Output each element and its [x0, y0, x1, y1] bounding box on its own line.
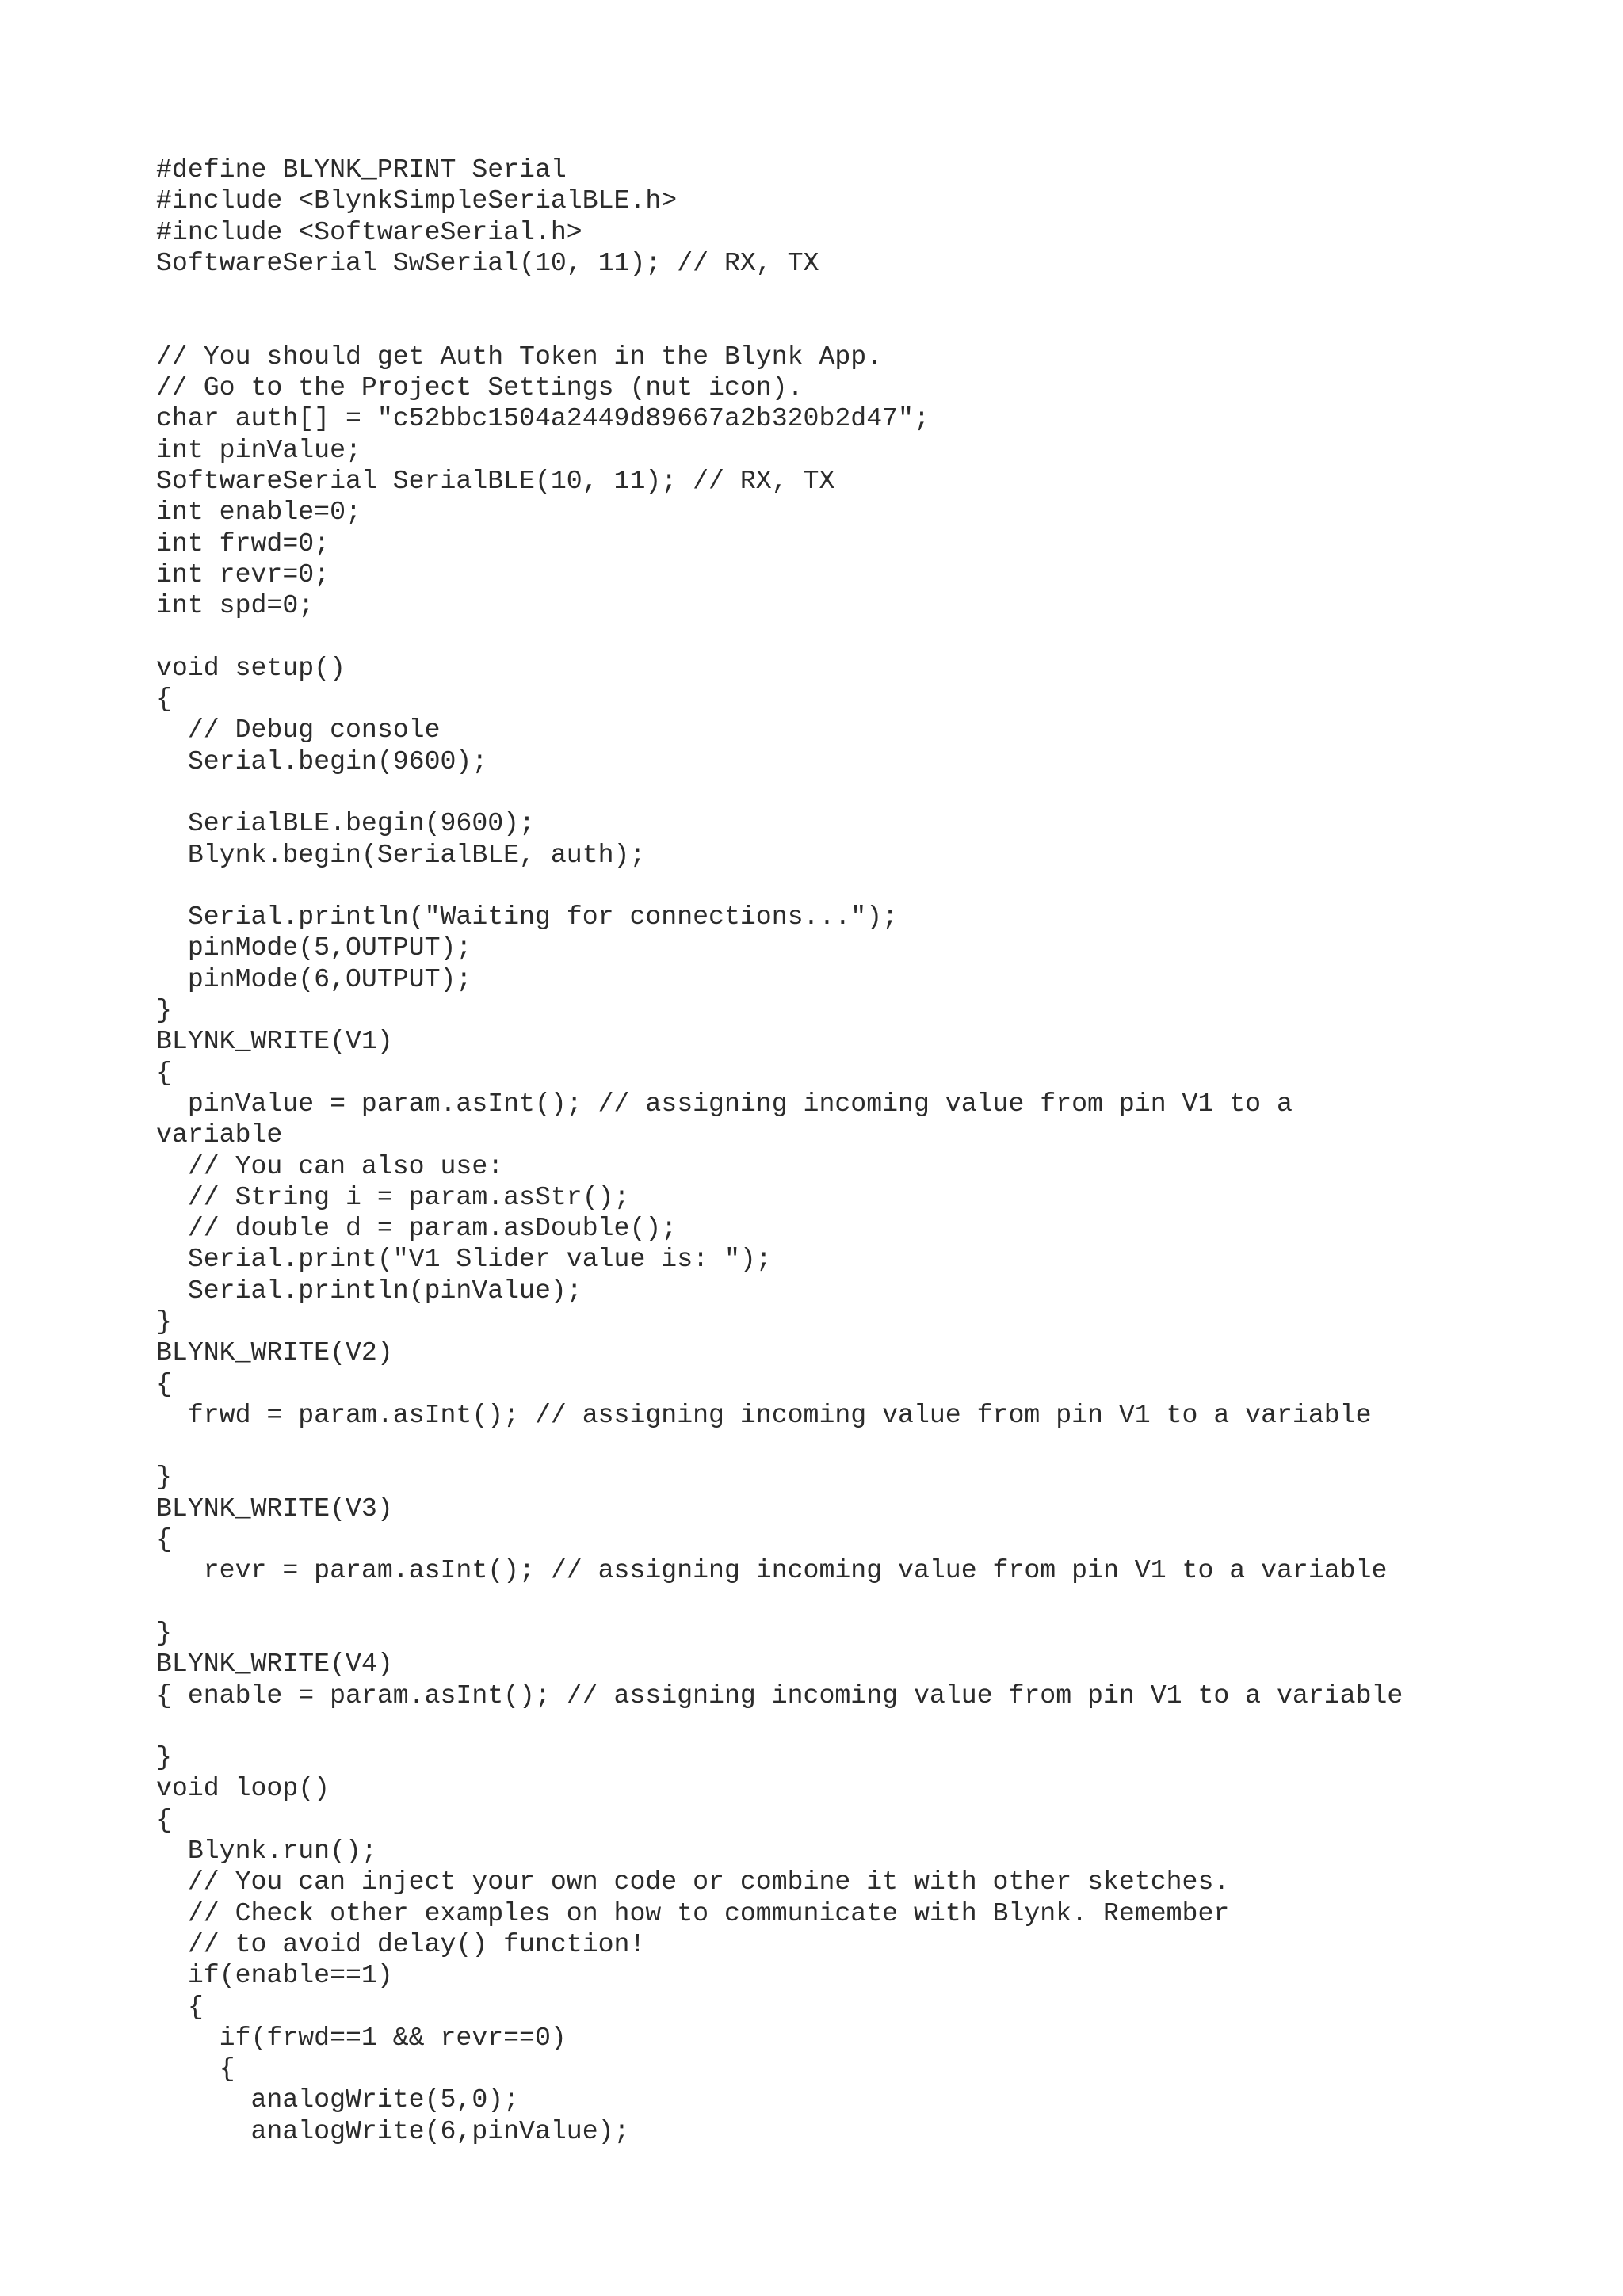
code-line: // You can also use: [156, 1150, 504, 1181]
code-line [156, 621, 1598, 652]
code-line: BLYNK_WRITE(V1) [156, 1026, 393, 1057]
code-line: if(frwd==1 && revr==0) [156, 2022, 567, 2053]
code-line: BLYNK_WRITE(V3) [156, 1493, 393, 1524]
code-line: // You can inject your own code or combine it with other sketches. [156, 1867, 1230, 1897]
code-line: int enable=0; [156, 497, 361, 528]
code-line: { [156, 2054, 235, 2084]
code-line: analogWrite(6,pinValue); [156, 2115, 630, 2146]
code-line: void setup() [156, 652, 346, 683]
code-line: } [156, 1306, 172, 1337]
code-line: BLYNK_WRITE(V4) [156, 1649, 393, 1680]
code-line: } [156, 995, 172, 1026]
code-line: // You should get Auth Token in the Blynk App. [156, 341, 883, 372]
code-line: { enable = param.asInt(); // assigning incoming value from pin V1 to a variable [156, 1680, 1403, 1711]
code-line: pinValue = param.asInt(); // assigning incoming value from pin V1 to a [156, 1088, 1293, 1119]
code-line: // Go to the Project Settings (nut icon). [156, 372, 804, 403]
code-line [156, 1587, 1598, 1618]
code-line [156, 310, 1598, 341]
code-line: SoftwareSerial SerialBLE(10, 11); // RX, TX [156, 465, 835, 496]
code-line: { [156, 1804, 172, 1835]
code-line: Serial.println("Waiting for connections..."); [156, 902, 899, 933]
code-line: } [156, 1617, 172, 1648]
code-line: int revr=0; [156, 559, 330, 589]
code-line: analogWrite(5,0); [156, 2084, 520, 2115]
code-line: char auth[] = "c52bbc1504a2449d89667a2b320b2d47"; [156, 403, 930, 434]
code-line [156, 1431, 1598, 1462]
code-line: pinMode(6,OUTPUT); [156, 963, 472, 994]
code-line: Serial.begin(9600); [156, 746, 488, 776]
code-line: #define BLYNK_PRINT Serial [156, 154, 567, 185]
code-line: Blynk.begin(SerialBLE, auth); [156, 839, 646, 870]
code-line [156, 1711, 1598, 1742]
code-line: { [156, 684, 172, 715]
code-line: Blynk.run(); [156, 1836, 377, 1867]
code-line: SerialBLE.begin(9600); [156, 808, 535, 839]
code-line: frwd = param.asInt(); // assigning incoming value from pin V1 to a variable [156, 1399, 1372, 1430]
code-line: // Check other examples on how to communicate with Blynk. Remember [156, 1897, 1230, 1928]
code-line [156, 777, 1598, 808]
code-line: } [156, 1742, 172, 1773]
code-line: int spd=0; [156, 590, 315, 621]
code-line: SoftwareSerial SwSerial(10, 11); // RX, TX [156, 247, 819, 278]
code-line: { [156, 1524, 172, 1555]
code-listing [156, 154, 1598, 2147]
code-line: // String i = param.asStr(); [156, 1181, 630, 1212]
code-line: // to avoid delay() function! [156, 1928, 646, 1959]
code-line: #include <SoftwareSerial.h> [156, 216, 582, 247]
code-line: // Debug console [156, 715, 441, 746]
code-line: #include <BlynkSimpleSerialBLE.h> [156, 185, 678, 216]
code-line: } [156, 1462, 172, 1493]
code-line: // double d = param.asDouble(); [156, 1213, 678, 1244]
code-line: if(enable==1) [156, 1960, 393, 1991]
code-line: revr = param.asInt(); // assigning incoming value from pin V1 to a variable [156, 1555, 1388, 1586]
code-line: variable [156, 1119, 283, 1150]
code-line: BLYNK_WRITE(V2) [156, 1337, 393, 1368]
code-line: pinMode(5,OUTPUT); [156, 933, 472, 963]
code-line [156, 279, 1598, 310]
code-line: int pinValue; [156, 434, 361, 465]
code-line: { [156, 1368, 172, 1399]
code-line: { [156, 1057, 172, 1088]
code-line: Serial.print("V1 Slider value is: "); [156, 1244, 772, 1275]
code-line: void loop() [156, 1773, 330, 1804]
code-line: int frwd=0; [156, 528, 330, 559]
code-line: { [156, 1991, 204, 2022]
code-line: Serial.println(pinValue); [156, 1275, 582, 1306]
code-line [156, 871, 1598, 902]
